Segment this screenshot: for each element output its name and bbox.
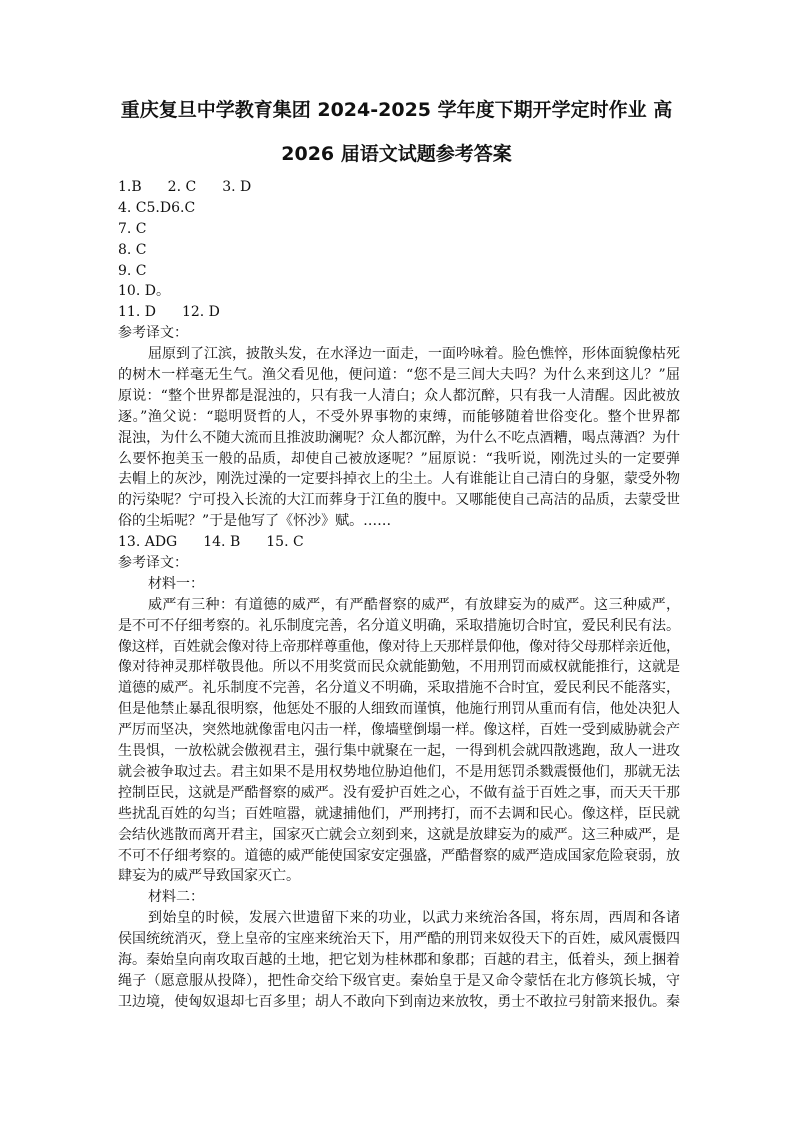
paragraph-line: 材料二： — [148, 889, 204, 906]
document-body — [118, 177, 680, 1013]
paragraph-line: 去帽上的灰沙，刚洗过澡的一定要抖掉衣上的尘土。人有谁能让自己清白的身躯，蒙受外物 — [118, 471, 681, 488]
paragraph-line: 材料一： — [148, 575, 204, 592]
paragraph-line: 的树木一样毫无生气。渔父看见他，便问道：“您不是三闾大夫吗？为什么来到这儿？”屈 — [118, 367, 681, 384]
answer-item: 8. C — [118, 241, 147, 258]
paragraph-line: 严厉而坚决，突然地就像雷电闪击一样，像墙壁倒塌一样。像这样，百姓一受到威胁就会产 — [118, 722, 681, 739]
answer-item: 9. C — [118, 262, 147, 279]
document-title-line-2: 2026 届语文试题参考答案 — [281, 143, 512, 165]
paragraph-line: 就会被争取过去。君主如果不是用权势地位胁迫他们，不是用惩罚杀戮震慑他们，那就无法 — [118, 763, 681, 780]
answer-item: 4. C5.D6.C — [118, 199, 196, 216]
paragraph-line: 道德的威严。礼乐制度不完善，名分道义不明确，采取措施不合时宜，爱民利民不能落实， — [118, 680, 681, 697]
paragraph-line: 不可不仔细考察的。道德的威严能使国家安定强盛，严酷督察的威严造成国家危险衰弱，放 — [118, 847, 681, 864]
answer-item: 2. C — [167, 179, 197, 195]
paragraph-line: 原说：“整个世界都是混浊的，只有我一人清白；众人都沉醉，只有我一人清醒。因此被放 — [118, 387, 681, 404]
paragraph-line: 海。秦始皇向南攻取百越的土地，把它划为桂林郡和象郡；百越的君主，低着头，颈上捆着 — [118, 951, 681, 968]
document-title-line-1: 重庆复旦中学教育集团 2024-2025 学年度下期开学定时作业 高 — [120, 99, 673, 121]
paragraph-line: 逐。”渔父说：“聪明贤哲的人，不受外界事物的束缚，而能够随着世俗变化。整个世界都 — [118, 408, 681, 425]
answer-item: 15. C — [266, 534, 304, 551]
answer-item: 3. D — [222, 179, 252, 195]
answer-row — [118, 177, 680, 198]
answer-item: 13. ADG — [118, 534, 178, 551]
paragraph-line: 的污染呢？宁可投入长流的大江而葬身于江鱼的腹中。又哪能使自己高洁的品质，去蒙受世 — [118, 492, 681, 509]
answer-item: 14. B — [203, 534, 241, 551]
paragraph-line: 控制臣民，这就是严酷督察的威严。没有爱护百姓之心，不做有益于百姓之事，而天天干那 — [118, 784, 681, 801]
paragraph-line: 俗的尘垢呢？”于是他写了《怀沙》赋。…… — [118, 513, 392, 530]
answer-row — [118, 261, 680, 282]
paragraph-line: 侯国统统消灭，登上皇帝的宝座来统治天下，用严酷的刑罚来奴役天下的百姓，威风震慑四 — [118, 931, 681, 948]
paragraph-line: 会结伙逃散而离开君主，国家灭亡就会立刻到来，这就是放肆妄为的威严。这三种威严，是 — [118, 826, 681, 843]
paragraph-line: 屈原到了江滨，披散头发，在水泽边一面走，一面吟咏着。脸色憔悴，形体面貌像枯死 — [148, 346, 680, 363]
answer-row — [118, 281, 680, 302]
answer-row — [118, 302, 680, 323]
answer-item: 11. D — [118, 304, 156, 321]
answer-row — [118, 198, 680, 219]
paragraph-line: 生畏惧，一放松就会傲视君主，强行集中就聚在一起，一得到机会就四散逃跑，敌人一进攻 — [118, 743, 681, 760]
answer-row — [118, 240, 680, 261]
paragraph-line: 肆妄为的威严导致国家灭亡。 — [118, 868, 300, 885]
paragraph-line: 么要怀抱美玉一般的品质，却使自己被放逐呢？”屈原说：“我听说，刚洗过头的一定要弹 — [118, 450, 681, 467]
answer-item: 10. D。 — [118, 283, 170, 300]
reference-translation-label: 参考译文： — [118, 555, 188, 572]
paragraph-line: 些扰乱百姓的勾当；百姓喧嚣，就逮捕他们，严刑拷打，而不去调和民心。像这样，臣民就 — [118, 805, 681, 822]
paragraph-line: 像这样，百姓就会像对待上帝那样尊重他，像对待上天那样景仰他，像对待父母那样亲近他， — [118, 638, 680, 655]
paragraph-line: 威严有三种：有道德的威严，有严酷督察的威严，有放肆妄为的威严。这三种威严， — [148, 596, 681, 613]
paragraph-line: 是不可不仔细考察的。礼乐制度完善，名分道义明确，采取措施切合时宜，爱民利民有法。 — [118, 617, 681, 634]
answer-item: 12. D — [181, 304, 220, 321]
answer-item: 1.B — [118, 179, 142, 195]
paragraph-line: 混浊，为什么不随大流而且推波助澜呢？众人都沉醉，为什么不吃点酒糟，喝点薄酒？为什 — [118, 429, 681, 446]
reference-translation-label: 参考译文： — [118, 325, 188, 342]
paragraph-line: 像对待神灵那样敬畏他。所以不用奖赏而民众就能勤勉，不用刑罚而威权就能推行，这就是 — [118, 659, 681, 676]
answer-row — [118, 219, 680, 240]
paragraph-line: 绳子（愿意服从投降），把性命交给下级官吏。秦始皇于是又命令蒙恬在北方修筑长城，守 — [118, 972, 681, 989]
answer-row — [118, 532, 680, 553]
answer-item: 7. C — [118, 220, 147, 237]
paragraph-line: 但是他禁止暴乱很明察，他惩处不服的人细致而谨慎，他施行刑罚从重而有信，他处决犯人 — [118, 701, 681, 718]
paragraph-line: 到始皇的时候，发展六世遗留下来的功业，以武力来统治各国，将东周，西周和各诸 — [148, 910, 681, 927]
paragraph-line: 卫边境，使匈奴退却七百多里；胡人不敢向下到南边来放牧，勇士不敢拉弓射箭来报仇。秦 — [118, 993, 681, 1010]
